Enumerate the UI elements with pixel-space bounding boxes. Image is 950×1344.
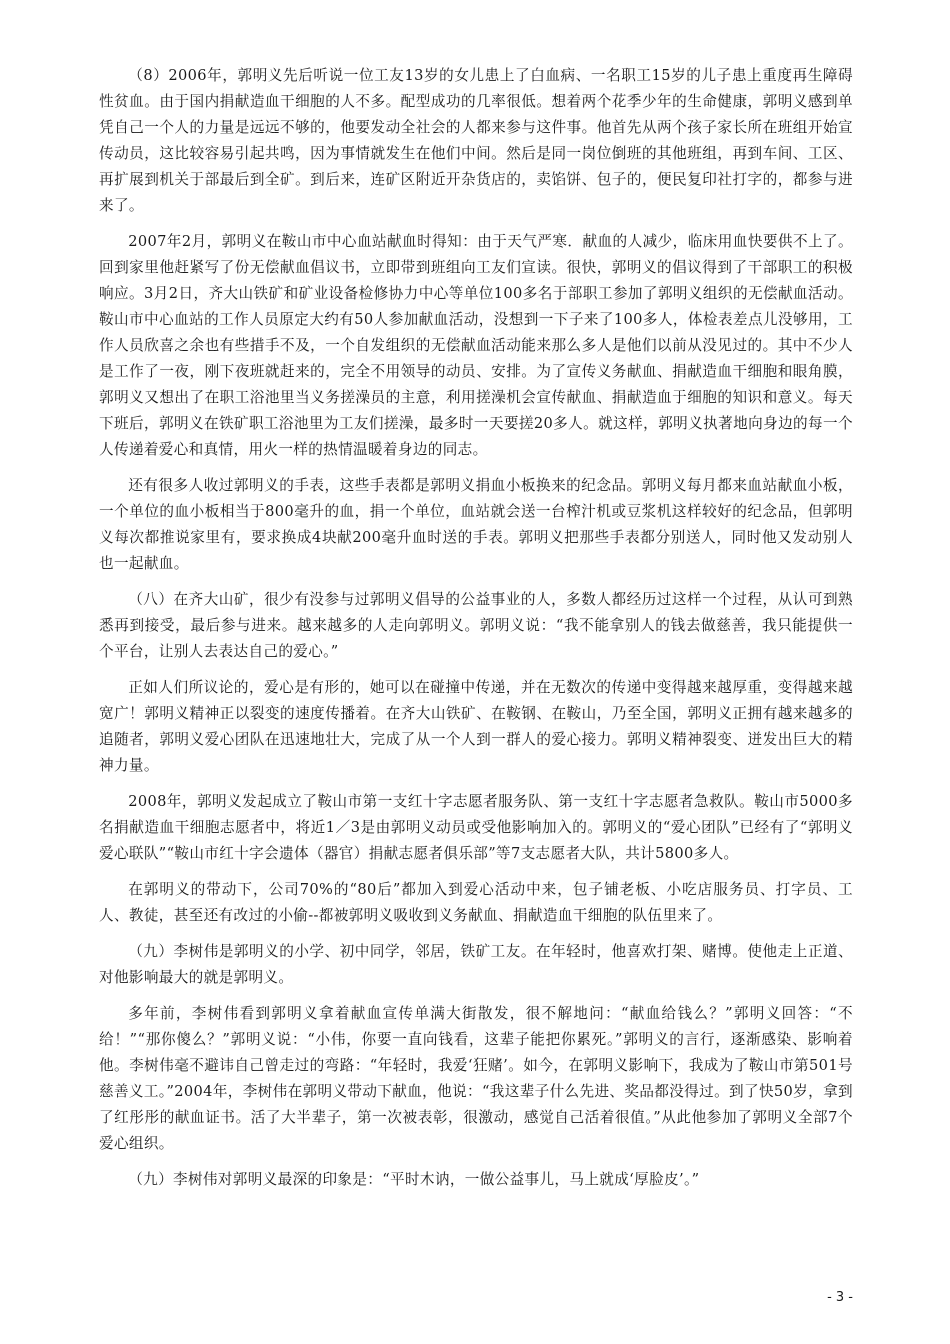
paragraph-7: 在郭明义的带动下，公司70%的“80后”都加入到爱心活动中来，包子铺老板、小吃店服务员、打字员、工人、教徒，甚至还有改过的小偷--都被郭明义吸收到义务献血、捐献造血干细胞的队伍里来了。 [99, 881, 853, 924]
paragraph-1: （8）2006年，郭明义先后听说一位工友13岁的女儿患上了白血病、一名职工15岁的儿子患上重度再生障碍性贫血。由于国内捐献造血干细胞的人不多。配型成功的几率很低。想着两个花季少年的生命健康，郭明义感到单凭自己一个人的力量是远远不够的，他要发动全社会的人都来参与这件事。他首先从两个孩子家长所在班组开始宣传动员，这比较容易引起共鸣，因为事情就发生在他们中间。然后是同一岗位倒班的其他班组，再到车间、工区、再扩展到机关于部最后到全矿。到后来，连矿区附近开杂货店的，卖馅饼、包子的，便民复印社打字的，都参与进来了。 [99, 67, 853, 214]
paragraph-5: 正如人们所议论的，爱心是有形的，她可以在碰撞中传递，并在无数次的传递中变得越来越厚重，变得越来越宽广！郭明义精神正以裂变的速度传播着。在齐大山铁矿、在鞍钢、在鞍山，乃至全国，郭明义正拥有越来越多的追随者，郭明义爱心团队在迅速地壮大，完成了从一个人到一群人的爱心接力。郭明义精神裂变、迸发出巨大的精神力量。 [99, 679, 853, 774]
paragraph-4: （八）在齐大山矿，很少有没参与过郭明义倡导的公益事业的人，多数人都经历过这样一个过程，从认可到熟悉再到接受，最后参与进来。越来越多的人走向郭明义。郭明义说：“我不能拿别人的钱去做慈善，我只能提供一个平台，让别人去表达自己的爱心。” [99, 591, 853, 660]
paragraph-9: 多年前，李树伟看到郭明义拿着献血宣传单满大街散发，很不解地问：“献血给钱么？”郭明义回答：“不给！”“那你傻么？”郭明义说：“小伟，你要一直向钱看，这辈子能把你累死。”郭明义的言行，逐渐感染、影响着他。李树伟毫不避讳自己曾走过的弯路：“年轻时，我爱‘狂赌’。如今，在郭明义影响下，我成为了鞍山市第501号慈善义工。”2004年，李树伟在郭明义带动下献血，他说：“我这辈子什么先进、奖品都没得过。到了快50岁，拿到了红彤彤的献血证书。活了大半辈子，第一次被表彰，很激动，感觉自己活着很值。”从此他参加了郭明义全部7个爱心组织。 [99, 1005, 853, 1152]
paragraph-8: （九）李树伟是郭明义的小学、初中同学，邻居，铁矿工友。在年轻时，他喜欢打架、赌博。使他走上正道、对他影响最大的就是郭明义。 [99, 943, 853, 986]
document-body [99, 63, 853, 1203]
paragraph-3: 还有很多人收过郭明义的手表，这些手表都是郭明义捐血小板换来的纪念品。郭明义每月都来血站献血小板，一个单位的血小板相当于800毫升的血，捐一个单位，血站就会送一台榨汁机或豆浆机这样较好的纪念品，但郭明义每次都推说家里有，要求换成4块献200毫升血时送的手表。郭明义把那些手表都分别送人，同时他又发动别人也一起献血。 [99, 477, 853, 572]
paragraph-10: （九）李树伟对郭明义最深的印象是：“平时木讷，一做公益事儿，马上就成‘厚脸皮’。” [128, 1171, 700, 1188]
paragraph-6: 2008年，郭明义发起成立了鞍山市第一支红十字志愿者服务队、第一支红十字志愿者急救队。鞍山市5000多名捐献造血干细胞志愿者中，将近1／3是由郭明义动员或受他影响加入的。郭明义的“爱心团队”已经有了“郭明义爱心联队”“鞍山市红十字会遗体（器官）捐献志愿者俱乐部”等7支志愿者大队，共计5800多人。 [99, 793, 853, 862]
page-number: - 3 - [827, 1290, 853, 1305]
paragraph-2: 2007年2月，郭明义在鞍山市中心血站献血时得知：由于天气严寒．献血的人减少，临床用血快要供不上了。回到家里他赶紧写了份无偿献血倡议书，立即带到班组向工友们宣读。很快，郭明义的倡议得到了干部职工的积极响应。3月2日，齐大山铁矿和矿业设备检修协力中心等单位100多名于部职工参加了郭明义组织的无偿献血活动。鞍山市中心血站的工作人员原定大约有50人参加献血活动，没想到一下子来了100多人，体检表差点儿没够用，工作人员欣喜之余也有些措手不及，一个自发组织的无偿献血活动能来那么多人是他们以前从没见过的。其中不少人是工作了一夜，刚下夜班就赶来的，完全不用领导的动员、安排。为了宣传义务献血、捐献造血干细胞和眼角膜，郭明义又想出了在职工浴池里当义务搓澡员的主意，利用搓澡机会宣传献血、捐献造血于细胞的知识和意义。每天下班后，郭明义在铁矿职工浴池里为工友们搓澡，最多时一天要搓20多人。就这样，郭明义执著地向身边的每一个人传递着爱心和真情，用火一样的热情温暖着身边的同志。 [99, 233, 853, 458]
